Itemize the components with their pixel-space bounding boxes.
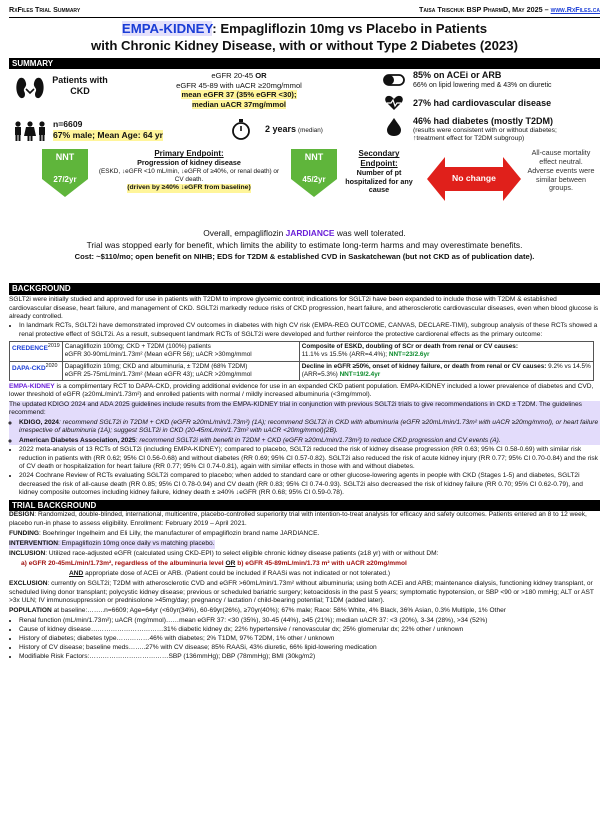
patients-label: Patients with CKD (52, 75, 108, 97)
cost-line: Cost: ~$110/mo; open benefit on NIHB; EDS for T2DM & established CVD in Saskatchewan (but not CKD as of publication date). (74, 252, 535, 262)
trial-heading: TRIAL BACKGROUND (9, 500, 600, 512)
title-line2: with Chronic Kidney Disease, with or without Type 2 Diabetes (2023) (91, 37, 518, 53)
primary-endpoint: Primary Endpoint: Progression of kidney disease (ESKD, ↓eGFR <10 mL/min, ↓eGFR of ≥40%, or renal death) or CV death. (driven by ≥40% ↓eGFR from baseline) (98, 149, 280, 192)
title-line1: : Empagliflozin 10mg vs Placebo in Patients (212, 20, 488, 36)
background-bullet-rcts: • In landmark RCTs, SGLT2i have demonstrated improved CV outcomes in diabetes with high CV risk (EMPA-REG OUTCOME, CANVAS, DECLARE-TIMI), subgroup analysis of these RCTs showed a renal protective effect of SGLT2i. As a result, subsequent landmark RCTs of SGLT2i were developed and further reinforce the protective cardiorenal effects as the primary outcome: (19, 322, 600, 339)
list-item: • History of CV disease; baseline meds……..27% with CV disease; 85% RAASi, 43% diuretic, 66% lipid-lowering medication (19, 644, 600, 653)
nnt-primary-value: 27/2yr (53, 175, 77, 185)
diabetes-percent: 46% had diabetes (mostly T2DM) (413, 116, 554, 127)
trial-section (9, 511, 600, 661)
median-uacr: median uACR 37mg/mmol (191, 99, 287, 109)
summary-panel (9, 69, 600, 281)
stopwatch-icon (231, 119, 251, 141)
background-heading: BACKGROUND (9, 283, 600, 295)
background-p1: SGLT2i were initially studied and approved for use in patients with T2DM to improve glycemic control; indications for SGLT2i have been expanded to include those with T2DM & established cardiovascular disease, heart failure, and management of CKD. SGLT2i markedly reduce risks of CKD progression, heart failure, and atherosclerotic cardiovascular diseases, even when blood glucose is already controlled. (9, 296, 599, 320)
design: DESIGN: Randomized, double-blinded, international, multicentre, placebo-controlled superiority trial with intention-to-treat analysis for efficacy and safety outcomes. Patients entered an 8 to 12 week, placebo run-in phase to assess eligibility. Enrollment: February 2019 – April 2021. (9, 511, 587, 528)
inclusion-and: AND appropriate dose of ACEi or ARB. (Patient could be included if RAASi was not indicated or not tolerated.) (69, 569, 391, 577)
trial-credence: CREDENCE (12, 345, 48, 353)
table-row: DAPA-$CKD^{2020}$ Dapagliflozin 10mg; CKD and albuminuria, ± T2DM (68% T2DM) eGFR 25-75mL/min/1.73m² (Mean eGFR 43); uACR >20mg/mmol Decline in eGFR ≥50%, onset of kidney failure, or death from renal or CV causes: 9.2% vs 14.5% (ARR=5.3%) NNT=19/2.4yr (10, 361, 594, 380)
pill-icon (383, 71, 405, 89)
background-p2: EMPA-KIDNEY is a complimentary RCT to DAPA-CKD, providing additional evidence for use in an expanded CKD patient population. EMPA-KIDNEY included a lower prevalence of diabetes and CVD, lower threshold of eGFR (≥20mL/min/1.73m²) and enrolled patients with normal / mildly increased albuminuria (<3mg/mmol). (9, 383, 594, 399)
lipid-diuretic: 66% on lipid lowering med & 43% on diuretic (413, 82, 552, 90)
inclusion-criteria: a) eGFR 20-45mL/min/1.73m², regardless of the albuminuria level OR b) eGFR 45-89mL/min/1.73 m² with uACR ≥20mg/mmol (21, 559, 407, 567)
nnt-primary-arrow (42, 149, 88, 197)
mean-egfr: mean eGFR 37 (35% eGFR <30); (181, 90, 297, 100)
secondary-endpoint: Secondary Endpoint: Number of pt hospitalized for any cause (345, 149, 413, 195)
background-section (9, 296, 600, 498)
glucose-drop-icon (385, 117, 403, 137)
rxfiles-link[interactable]: www.RxFiles.ca (550, 5, 600, 14)
nnt-secondary-value: 45/2yr (302, 175, 326, 185)
diabetes-note-1: (results were consistent with or without diabetes; (413, 127, 557, 135)
list-item: • Modifiable Risk Factors:………………………………SBP (136mmHg); DBP (78mmHg); BMI (30kg/m2) (19, 653, 600, 662)
summary-heading: SUMMARY (9, 58, 600, 70)
heart-icon (385, 95, 403, 111)
nnt-secondary-arrow (291, 149, 337, 197)
intervention: INTERVENTION: Empagliflozin 10mg once daily vs matching placebo. (9, 540, 215, 548)
header-left: RxFiles Trial Summary (9, 5, 81, 14)
exclusion: EXCLUSION: currently on SGLT2i; T2DM with atherosclerotic CVD and eGFR >60mL/min/1.73m² without albuminuria; using both ACEi and ARB; maintenance dialysis, functioning kidney transplant, or scheduled living donor transplant; polycystic kidney disease; previous or scheduled bariatric surgery; ketoacidosis in the past 5 years; symptomatic hypotension, or SBP <90 or >180 mmHg; ALT or AST >3x ULN; IV immunosuppression or prednisolone >45mg/day; pregnancy / lactation / child-bearing potential; T1DM (added later). (9, 579, 594, 605)
acei-arb: 85% on ACEi or ARB (413, 70, 502, 81)
no-change-label: No change (452, 173, 496, 184)
list-item: • History of diabetes; diabetes type……………46% with diabetes; 2% T1DM, 97% T2DM, 1% other / unknown (19, 635, 600, 644)
page-title (9, 21, 600, 55)
population-list (9, 617, 600, 661)
funding: FUNDING: Boehringer Ingelheim and Eli Lilly, the manufacturer of empagliflozin brand name JARDIANCE. (9, 530, 320, 538)
ada-rec: ◦ American Diabetes Association, 2025: recommend SGLT2i with benefit in T2DM + CKD (eGFR ≥20mL/min/1.73m²) to reduce CKD progression and CV events (A). (19, 437, 600, 445)
list-item: • Renal function (mL/min/1.73m²); uACR (mg/mmol)……mean eGFR 37: <30 (35%), 30-45 (44%), ≥45 (21%); median uACR 37: <3 (20%), 3-34 (28%), >34 (52%) (19, 617, 600, 626)
trials-table (9, 341, 594, 381)
guideline-intro: The updated KDIGO 2024 and ADA 2025 guidelines include results from the EMPA-KIDNEY trial in conjunction with previous SGLT2i trials to give recommendations in CKD ± T2DM. The guidelines recommend: (9, 400, 582, 417)
demographics: 67% male; Mean Age: 64 yr (53, 130, 164, 141)
diabetes-note-2: ↑treatment effect for T2DM subgroup) (413, 135, 525, 143)
nnt-primary-label: NNT (42, 149, 88, 179)
nnt-secondary-label: NNT (291, 149, 337, 179)
cochrane-review: • 2024 Cochrane Review of RCTs evaluating SGLT2i compared to placebo; when added to standard care or other glucose-lowering agents in people with CKD (Stages 1-5) and diabetes, SGLT2i decreased the risk of all-cause death (RR 0.85; 95% CI 0.78-0.94) and CV death (RR 0.83; 95% CI 0.74-0.93). SGLT2i also decreased the risk of kidney failure (RR 0.70; 95% CI 0.62-0.79), and kidney composite outcomes including kidney failure, kidney death ± ≥40% ↓eGFR (RR 0.68; 95% CI 0.59-0.78). (19, 472, 600, 497)
list-item: • Cause of kidney disease……………………………31% diabetic kidney dx; 22% hypertensive / renovascular dx; 25% glomerular dx; 22% other / unknown (19, 626, 600, 635)
meta-analysis: • 2022 meta-analysis of 13 RCTs of SGLT2i (including EMPA-KIDNEY); compared to placebo, SGLT2i reduced the risk of kidney disease progression (RR 0.63; 95% CI 0.58-0.69) with similar risk reduction in patients with (RR 0.62; 95% CI 0.56-0.68) and without diabetes (RR 0.69; 95% CI 0.57-0.82). SGLT2i also reduced the risk of acute kidney injury (RR 0.77; 95% CI 0.70-0.84) and the risk of CV death or hospitalization for heart failure (RR 0.77; 95% CI 0.74-0.81), again with similar effects in those with and without diabetes. (19, 446, 600, 471)
inclusion-summary: eGFR 20-45 OR eGFR 45-89 with uACR ≥20mg/mmol mean eGFR 37 (35% eGFR <30); median uACR 37mg/mmol (176, 71, 302, 109)
header-author: Taisa Trischuk BSP PharmD, May 2025 – (419, 5, 551, 14)
trial-dapa-ckd: DAPA-CKD (12, 364, 46, 372)
page-header (9, 6, 600, 18)
sample-size: n=6609 (53, 119, 83, 130)
table-row: $CREDENCE^{2019}$ Canagliflozin 100mg; CKD + T2DM (100%) patients eGFR 30-90mL/min/1.73m² (Mean eGFR 56); uACR >30mg/mmol Composite of ESKD, doubling of SCr or death from renal or CV causes: 11.1% vs 15.5% (ARR=4.4%); NNT=23/2.6yr (10, 342, 594, 361)
guideline-block (9, 401, 600, 445)
brand-name: JARDIANCE (285, 228, 335, 239)
duration: 2 years (median) (265, 124, 323, 135)
kdigo-rec: ◦ KDIGO, 2024: recommend SGLT2i in T2DM + CKD (eGFR ≥20mL/min/1.73m²) (1A); recommend SGLT2i in CKD with albuminuria (eGFR ≥20mL/min/1.73m² with uACR ≥20mg/mmol), or heart failure irrespective of albuminuria (1A); suggest SGLT2i in CKD (20-45mL/min/1.73m² with uACR <20mg/mmol)(2B). (19, 419, 600, 436)
allcause-mortality: All-cause mortality effect neutral. Adverse events were similar between groups. (527, 148, 595, 193)
tolerated-line: Overall, empagliflozin JARDIANCE was well tolerated. (203, 228, 406, 239)
cvd-percent: 27% had cardiovascular disease (413, 98, 552, 109)
inclusion: INCLUSION: Utilized race-adjusted eGFR (calculated using CKD-EPI) to select eligible chronic kidney disease patients (≥18 yr) with or without DM: (9, 550, 439, 557)
population: POPULATION at baseline:……..n=6609; Age=64yr (<60yr(34%), 60-69yr(26%), ≥70yr(40%); 67% male; Race: 58% White, 4% Black, 36% Asian, 0.3% Multiple, 1% Other (9, 607, 506, 615)
people-icon (13, 121, 47, 141)
kidney-icon (15, 75, 45, 101)
trial-name: EMPA-KIDNEY (121, 20, 213, 36)
header-right (419, 6, 600, 15)
stopped-early-line: Trial was stopped early for benefit, which limits the ability to estimate long-term harms and may overestimate benefits. (86, 240, 523, 251)
